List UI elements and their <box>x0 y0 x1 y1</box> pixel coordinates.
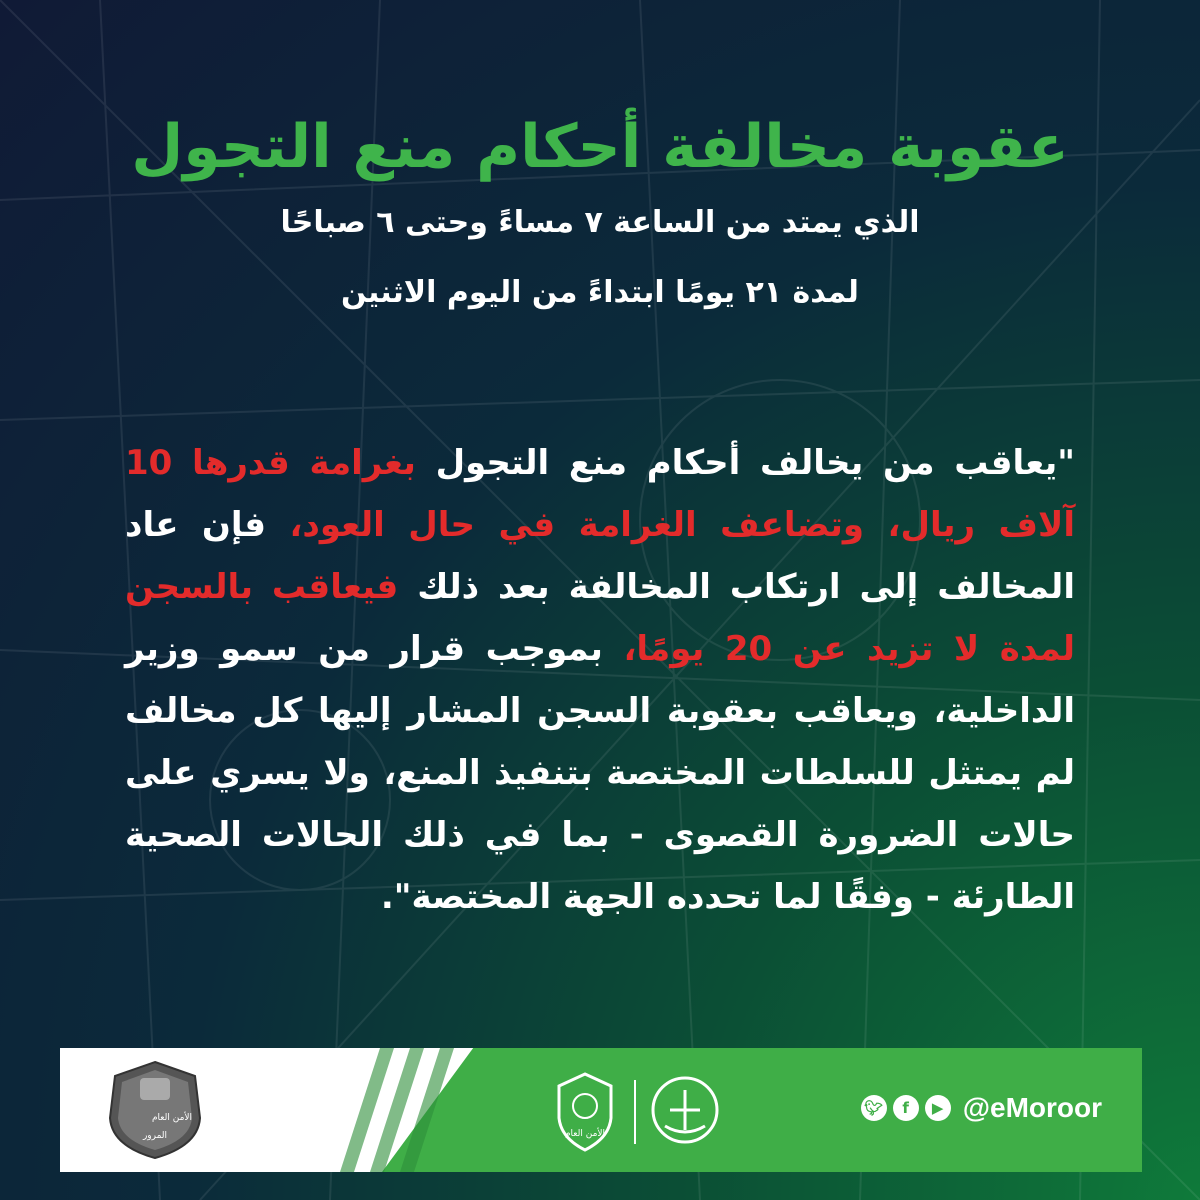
traffic-logo-text-1: الأمن العام <box>151 1113 193 1123</box>
highlighted-penalty-text: بغرامة قدرها 10 آلاف ريال، وتضاعف الغرامة في حال العود، <box>125 443 1075 545</box>
subtitle-duration: لمدة ٢١ يومًا ابتداءً من اليوم الاثنين <box>341 275 859 310</box>
footer-bar <box>60 1048 1142 1172</box>
twitter-icon[interactable]: 🐦︎ <box>861 1095 887 1121</box>
traffic-logo-text-2: المرور <box>142 1131 168 1141</box>
traffic-department-logo <box>100 1058 210 1162</box>
facebook-icon[interactable]: f <box>893 1095 919 1121</box>
public-security-text: الأمن العام <box>564 1129 606 1139</box>
page-title: عقوبة مخالفة أحكام منع التجول <box>131 112 1069 182</box>
ministry-of-interior-emblem-icon <box>653 1078 717 1142</box>
social-links <box>861 1092 1102 1124</box>
statement-text: بموجب قرار من سمو وزير الداخلية، ويعاقب بعقوبة السجن المشار إليها كل مخالف لم يمتثل للسلطات المختصة بتنفيذ المنع، ولا يسري على حالات الضرورة القصوى - بما في ذلك الحالات الصحية الطارئة - وفقًا لما تحدده الجهة المختصة". <box>125 629 1075 917</box>
highlighted-penalty-text: فيعاقب بالسجن لمدة لا تزيد عن 20 يومًا، <box>125 567 1076 669</box>
subtitle-time-range: الذي يمتد من الساعة ٧ مساءً وحتى ٦ صباحًا <box>280 205 920 240</box>
statement-text: فإن عاد المخالف إلى ارتكاب المخالفة بعد ذلك <box>125 505 1075 607</box>
public-security-emblem-icon <box>559 1074 611 1150</box>
account-handle[interactable]: @eMoroor <box>962 1092 1102 1123</box>
decorative-stripes <box>310 1048 470 1172</box>
statement-text: "يعاقب من يخالف أحكام منع التجول <box>415 443 1075 483</box>
government-logos <box>525 1066 755 1156</box>
penalty-statement <box>125 432 1075 928</box>
youtube-icon[interactable]: ▶ <box>925 1095 951 1121</box>
